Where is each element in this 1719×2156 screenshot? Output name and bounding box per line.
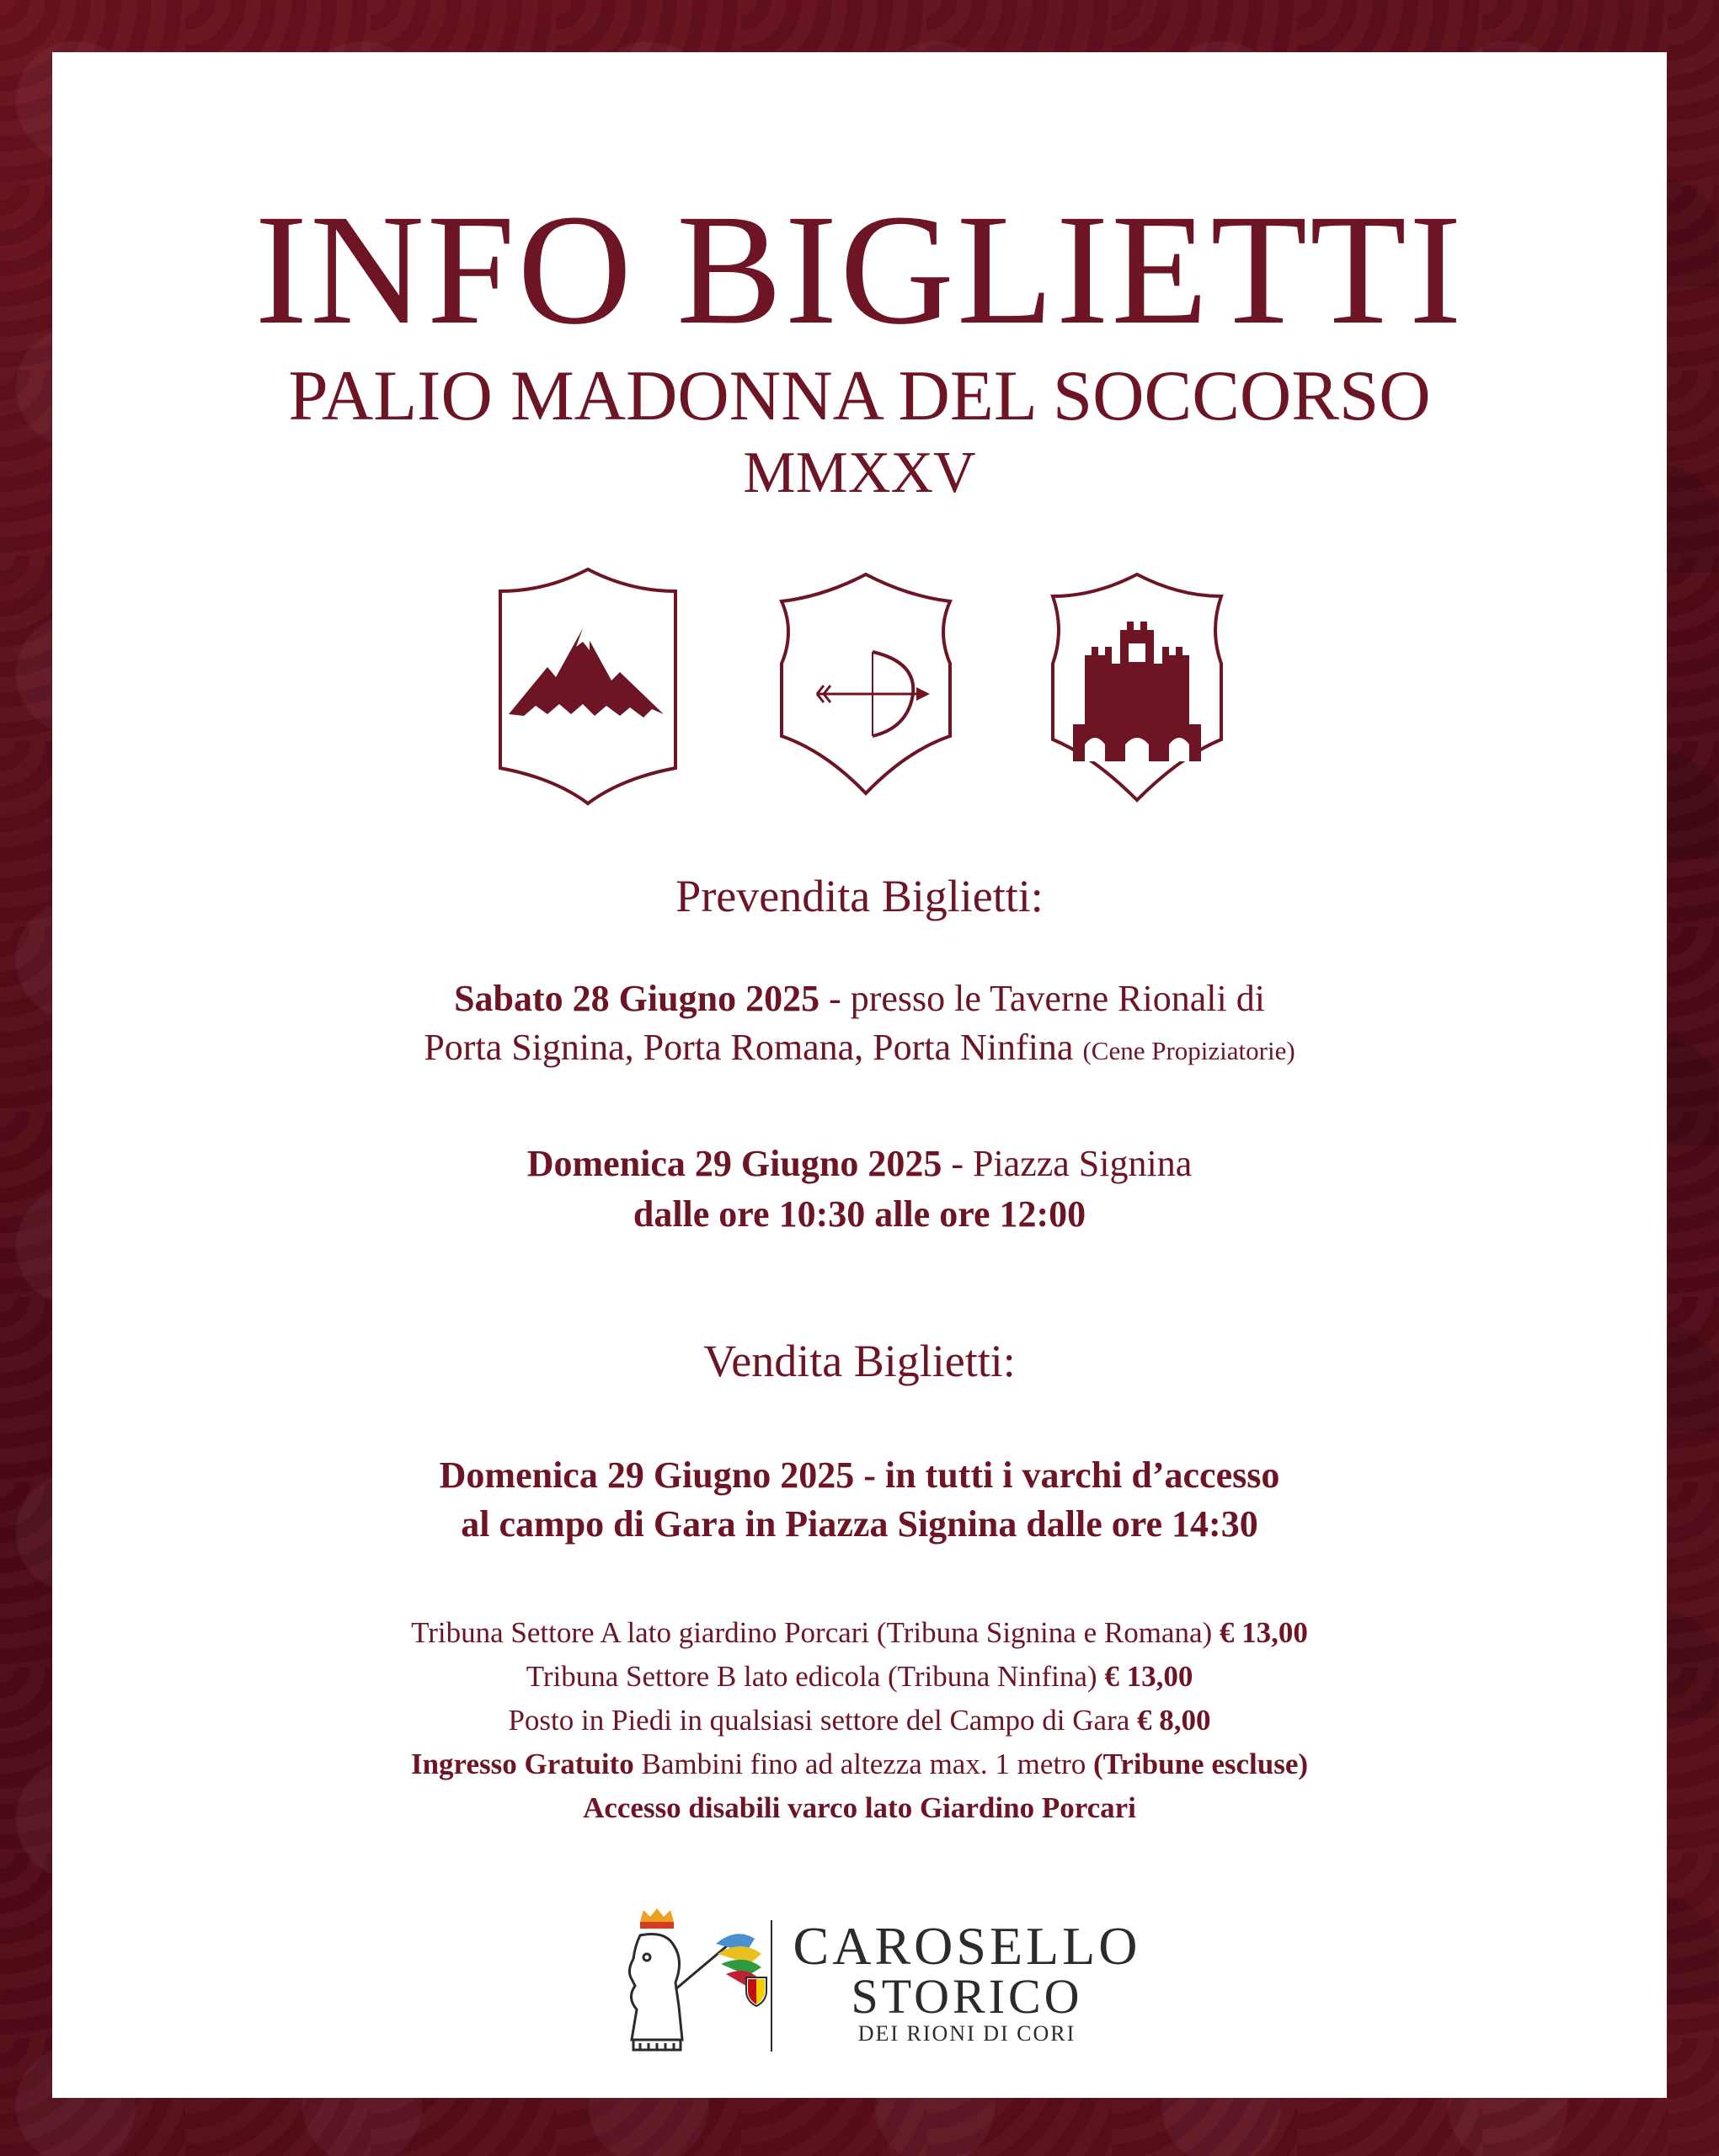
price-item-1-price: € 13,00	[1219, 1616, 1308, 1649]
presale-heading: Prevendita Biglietti:	[675, 871, 1044, 921]
sale-line-2-text: al campo di Gara in Piazza Signina dalle ore 14:30	[461, 1503, 1258, 1545]
presale-item-1	[52, 974, 1667, 1024]
presale-item-2-date: Domenica 29 Giugno 2025	[526, 1143, 942, 1184]
logo-line-1: CAROSELLO	[793, 1916, 1141, 1976]
small-shield-icon	[746, 1977, 766, 2006]
price-item-4-bold: Ingresso Gratuito	[410, 1748, 634, 1780]
price-item-2	[52, 1659, 1667, 1694]
castle-icon	[1044, 571, 1230, 807]
logo-line-2: STORICO	[851, 1969, 1083, 2024]
price-item-4-bold2: (Tribune escluse)	[1092, 1748, 1309, 1780]
price-item-4	[52, 1747, 1667, 1782]
logo-wordmark	[782, 1916, 1152, 2047]
price-item-3-price: € 8,00	[1137, 1704, 1211, 1737]
presale-item-2-time	[52, 1189, 1667, 1240]
price-item-3-label: Posto in Piedi in qualsiasi settore del Campo di Gara	[508, 1704, 1138, 1737]
bow-arrow-icon	[765, 571, 967, 798]
sale-line-2	[52, 1499, 1667, 1550]
presale-item-2	[52, 1139, 1667, 1189]
price-item-2-label: Tribuna Settore B lato edicola (Tribuna Ninfina)	[526, 1660, 1105, 1693]
poster-subtitle: PALIO MADONNA DEL SOCCORSO	[288, 356, 1431, 435]
poster-card	[52, 52, 1667, 2098]
horse-icon	[629, 1935, 682, 2051]
poster-title: INFO BIGLIETTI	[254, 181, 1465, 357]
price-item-3	[52, 1703, 1667, 1738]
price-item-1	[52, 1615, 1667, 1651]
price-item-1-label: Tribuna Settore A lato giardino Porcari (Tribuna Signina e Romana)	[411, 1616, 1220, 1649]
sale-line-1-text: Domenica 29 Giugno 2025 - in tutti i varchi d’accesso	[439, 1454, 1280, 1496]
presale-item-1-line2	[52, 1022, 1667, 1076]
logo-line-3: DEI RIONI DI CORI	[857, 2021, 1076, 2046]
price-item-5	[52, 1790, 1667, 1826]
poster-year: MMXXV	[743, 440, 976, 505]
crown-icon	[640, 1908, 674, 1929]
presale-item-1-gates: Porta Signina, Porta Romana, Porta Ninfina	[424, 1027, 1083, 1068]
price-item-2-price: € 13,00	[1104, 1660, 1193, 1693]
presale-item-1-note: (Cene Propiziatorie)	[1082, 1036, 1295, 1065]
price-item-4-text: Bambini fino ad altezza max. 1 metro	[633, 1748, 1093, 1780]
presale-item-1-place: - presso le Taverne Rionali di	[819, 978, 1265, 1019]
sale-heading: Vendita Biglietti:	[703, 1336, 1016, 1386]
sale-line-1	[52, 1450, 1667, 1501]
presale-item-1-date: Sabato 28 Giugno 2025	[454, 978, 820, 1019]
mountains-icon	[495, 566, 681, 810]
price-item-5-bold: Accesso disabili varco lato Giardino Porcari	[583, 1791, 1136, 1824]
presale-item-2-place: - Piazza Signina	[942, 1143, 1193, 1184]
presale-item-2-hours: dalle ore 10:30 alle ore 12:00	[633, 1193, 1086, 1235]
